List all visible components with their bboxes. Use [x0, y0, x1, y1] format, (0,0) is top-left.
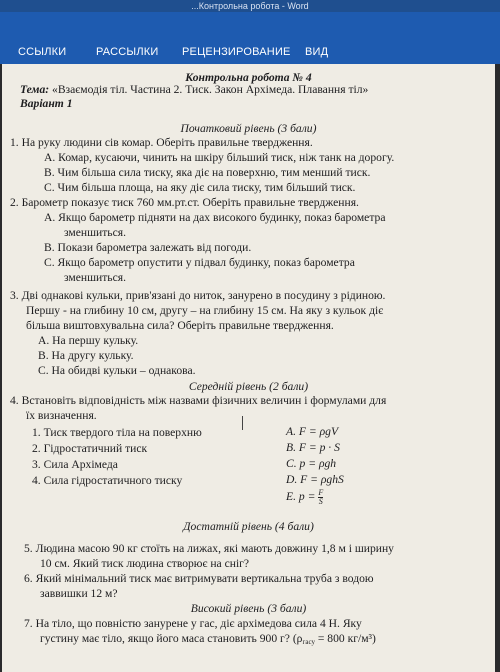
q7-subscript: гасу	[302, 638, 315, 646]
q2-option-a: А. Якщо барометр підняти на дах високого будинку, показ барометра	[44, 211, 386, 224]
q3-text: 3. Дві однакові кульки, прив'язані до ниток, занурено в посудину з рідиною.	[10, 289, 386, 302]
q4-formula-d: D. F = ρghS	[286, 473, 344, 486]
q3-text-2: Першу - на глибину 10 см, другу – на глибину 15 см. На яку з кульок діє	[26, 304, 384, 317]
q1-option-a: А. Комар, кусаючи, чинить на шкіру більший тиск, ніж танк на дорогу.	[44, 151, 395, 164]
q4-formula-c: C. p = ρgh	[286, 457, 337, 470]
doc-topic	[20, 83, 368, 97]
tab-mailings[interactable]: РАССЫЛКИ	[96, 46, 159, 58]
q4-formula-e	[286, 489, 323, 506]
q7-text-2b: = 800 кг/м³)	[314, 632, 376, 645]
q5-text-2: 10 см. Який тиск людина створює на сніг?	[40, 557, 250, 570]
level-initial: Початковий рівень (3 бали)	[180, 122, 317, 135]
level-high: Високий рівень (3 бали)	[190, 602, 307, 615]
topic-label: Тема:	[20, 83, 50, 96]
text-cursor	[242, 416, 243, 430]
doc-heading: Контрольна робота № 4	[185, 71, 312, 84]
fraction-numerator: F	[318, 488, 324, 497]
q4-item-3: 3. Сила Архімеда	[32, 458, 118, 471]
q3-option-a: А. На першу кульку.	[38, 334, 139, 347]
q4-formula-a: A. F = ρgV	[286, 425, 339, 438]
q5-text: 5. Людина масою 90 кг стоїть на лижах, які мають довжину 1,8 м і ширину	[24, 542, 394, 555]
q1-option-c: С. Чим більша площа, на яку діє сила тиску, тим більший тиск.	[44, 181, 356, 194]
q1-option-b: В. Чим більша сила тиску, яка діє на поверхню, тим менший тиск.	[44, 166, 371, 179]
formula-e-label: E. p =	[286, 490, 316, 504]
q2-option-a-cont: зменшиться.	[64, 226, 126, 239]
q4-item-1: 1. Тиск твердого тіла на поверхню	[32, 426, 202, 439]
q2-text: 2. Барометр показує тиск 760 мм.рт.ст. Оберіть правильне твердження.	[10, 196, 359, 209]
document-page[interactable]	[2, 64, 495, 672]
q7-text: 7. На тіло, що повністю занурене у гас, діє архімедова сила 4 Н. Яку	[24, 617, 362, 630]
ribbon	[0, 12, 500, 64]
fraction-denominator: S	[318, 497, 323, 506]
tab-references[interactable]: ССЫЛКИ	[18, 46, 67, 58]
q6-text: 6. Який мінімальний тиск має витримувати вертикальна труба з водою	[24, 572, 374, 585]
level-medium: Середній рівень (2 бали)	[188, 380, 309, 393]
level-sufficient: Достатній рівень (4 бали)	[183, 520, 314, 533]
window-title: ...Контрольна робота - Word	[0, 0, 500, 12]
q6-text-2: заввишки 12 м?	[40, 587, 118, 600]
formula-e-fraction	[318, 489, 323, 506]
q2-option-c-cont: зменшиться.	[64, 271, 126, 284]
q3-text-3: більша виштовхувальна сила? Оберіть правильне твердження.	[26, 319, 334, 332]
q7-text-2	[40, 632, 376, 649]
tab-review[interactable]: РЕЦЕНЗИРОВАНИЕ	[182, 46, 291, 58]
q1-text: 1. На руку людини сів комар. Оберіть правильне твердження.	[10, 136, 313, 149]
q7-text-2a: густину має тіло, якщо його маса становить 900 г? (ρ	[40, 632, 303, 645]
topic-text: «Взаємодія тіл. Частина 2. Тиск. Закон Архімеда. Плавання тіл»	[52, 83, 369, 96]
q4-item-2: 2. Гідростатичний тиск	[32, 442, 148, 455]
q3-option-c: С. На обидві кульки – однакова.	[38, 364, 196, 377]
q2-option-b: В. Покази барометра залежать від погоди.	[44, 241, 252, 254]
doc-variant: Варіант 1	[20, 97, 73, 110]
tab-view[interactable]: ВИД	[305, 46, 329, 58]
q4-item-4: 4. Сила гідростатичного тиску	[32, 474, 183, 487]
q2-option-c: С. Якщо барометр опустити у підвал будинку, показ барометра	[44, 256, 355, 269]
q4-text: 4. Встановіть відповідність між назвами фізичних величин і формулами для	[10, 394, 387, 407]
q3-option-b: В. На другу кульку.	[38, 349, 134, 362]
q4-formula-b: B. F = p ∙ S	[286, 441, 340, 454]
q4-text-2: їх визначення.	[26, 409, 97, 422]
